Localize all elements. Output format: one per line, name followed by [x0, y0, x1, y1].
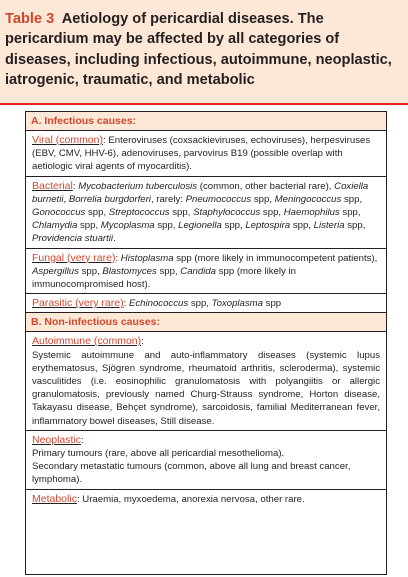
row-text: spp, — [77, 220, 101, 232]
organism-name: Listeria — [313, 220, 345, 232]
row-text: Primary tumours (rare, above all pericardial mesothelioma). — [32, 448, 285, 460]
organism-name: Chlamydia — [32, 220, 78, 232]
row-metabolic — [26, 490, 386, 508]
row-text: Uraemia, myxoedema, anorexia nervosa, other rare. — [82, 493, 305, 505]
organism-name: Gonococcus — [32, 207, 86, 219]
row-sep: : — [81, 434, 84, 446]
row-title: Viral (common) — [32, 134, 103, 146]
row-title: Parasitic (very rare) — [32, 297, 124, 310]
organism-name: Staphylococcus — [193, 207, 261, 219]
row-text: spp (more likely in immunocompetent patients), — [173, 252, 378, 264]
row-sep: : — [103, 135, 109, 146]
organism-name: Histoplasma — [120, 252, 174, 264]
organism-name: Mycoplasma — [100, 220, 155, 232]
row-viral — [26, 131, 386, 177]
row-text: spp, — [169, 207, 194, 219]
row-text: Systemic autoimmune and auto-inflammatory diseases (systemic lupus erythematosus, Sjögren syndrome, rheumatoid arthritis, scleroderma), systemic vasculitides (i.e. eosinophilic granulomatosis with polyangiitis or allergic granulomatosis, previously named Churg-Strauss syndrome, Horton disease, Takayasu disease, Behçet syndrome), sarcoidosis, familial Mediterranean fever, inflammatory bowel diseases, Still disease. — [32, 349, 380, 427]
row-title: Metabolic — [32, 492, 77, 505]
section-header-noninfectious: B. Non-infectious causes: — [26, 313, 386, 332]
row-sep: : — [76, 493, 83, 505]
row-fungal — [26, 249, 386, 295]
organism-name: Pneumococcus — [185, 193, 252, 205]
organism-name: Meningococcus — [274, 193, 342, 205]
row-text: : — [115, 252, 121, 264]
row-text: spp, — [251, 193, 275, 205]
row-title: Bacterial — [32, 179, 73, 192]
row-text: spp, — [339, 207, 361, 219]
row-text: spp, — [78, 265, 103, 277]
row-text: spp, — [341, 193, 363, 205]
row-text: Secondary metastatic tumours (common, above all lung and breast cancer, lymphoma). — [32, 461, 351, 486]
caption-band — [0, 0, 408, 103]
row-text: spp, — [221, 220, 246, 232]
row-text: spp (more likely in immunocompromised host). — [32, 265, 296, 291]
aetiology-table — [25, 111, 387, 575]
row-text: spp, — [188, 298, 212, 310]
row-text: spp, — [156, 265, 181, 277]
row-text: spp, — [344, 220, 366, 232]
row-text: , rarely: — [150, 193, 186, 205]
organism-name: Coxiella burnetii — [32, 180, 369, 205]
organism-name: Aspergillus — [32, 265, 79, 277]
table-caption — [5, 9, 405, 90]
organism-name: Haemophilus — [283, 207, 340, 219]
caption-rule — [0, 103, 408, 105]
row-text: : — [123, 298, 129, 310]
row-text: , — [63, 193, 69, 205]
organism-name: Borrelia burgdorferi — [68, 193, 151, 205]
organism-name: Blastomyces — [102, 265, 157, 277]
table-number: Table 3 — [5, 11, 55, 27]
organism-name: Legionella — [178, 220, 222, 232]
row-sep: : — [141, 336, 144, 348]
row-text: spp, — [154, 220, 179, 232]
organism-name: Echinococcus — [128, 298, 189, 310]
organism-name: Candida — [180, 265, 217, 277]
row-text: . — [113, 233, 116, 245]
row-text: spp — [263, 298, 282, 310]
organism-name: Leptospira — [245, 220, 291, 232]
organism-name: Mycobacterium tuberculosis — [78, 180, 198, 192]
organism-name: Providencia stuartii — [32, 233, 114, 245]
row-title: Fungal (very rare) — [32, 251, 116, 264]
row-text: : — [72, 180, 79, 192]
row-text: (common, other bacterial rare), — [197, 180, 335, 192]
organism-name: Toxoplasma — [211, 298, 263, 310]
row-text: Enteroviruses (coxsackieviruses, echoviruses), herpesviruses (EBV, CMV, HHV-6), adenoviruses, parvovirus B19 (possible overlap with aetiologic viral agents of myocarditis). — [32, 135, 371, 173]
row-title: Neoplastic — [32, 433, 82, 446]
organism-name: Streptococcus — [108, 207, 170, 219]
row-bacterial — [26, 177, 386, 249]
caption-text: Aetiology of pericardial diseases. The pericardium may be affected by all categories of diseases, including infectious, autoimmune, neoplastic, iatrogenic, traumatic, and metabolic — [5, 11, 392, 88]
row-neoplastic — [26, 431, 386, 490]
section-header-infectious: A. Infectious causes: — [26, 112, 386, 131]
row-autoimmune — [26, 332, 386, 430]
row-text: spp, — [260, 207, 284, 219]
row-title: Autoimmune (common) — [32, 335, 142, 348]
row-text: spp, — [290, 220, 314, 232]
row-text: spp, — [85, 207, 109, 219]
row-parasitic — [26, 294, 386, 313]
